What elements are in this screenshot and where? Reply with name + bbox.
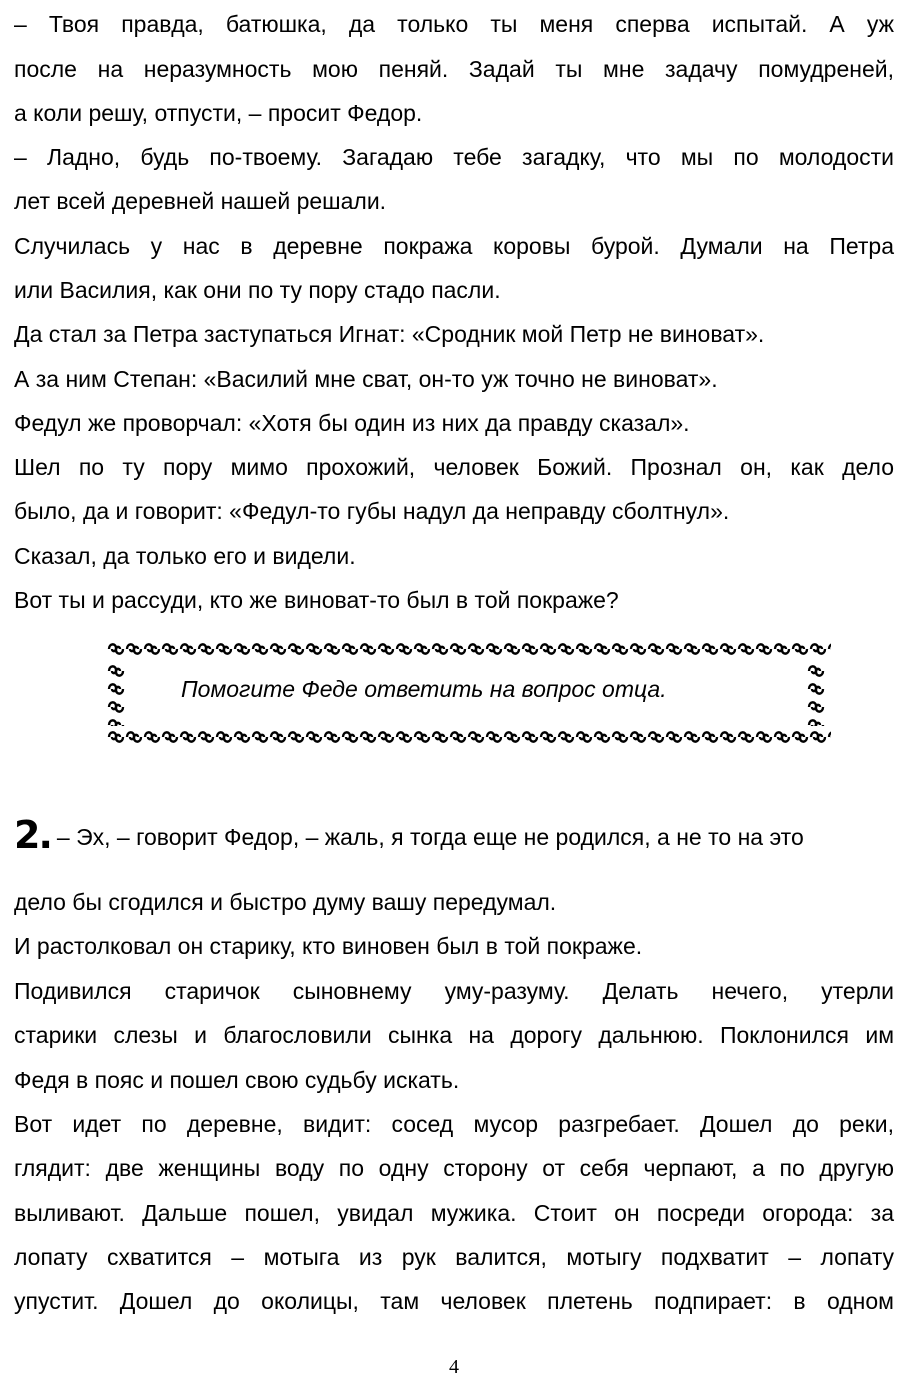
ornament-border-bottom bbox=[107, 728, 831, 746]
text-line: лопату схватится – мотыга из рук валится, мотыгу подхватит – лопату bbox=[14, 1244, 894, 1270]
text-line: Подивился старичок сыновнему уму-разуму. Делать нечего, утерли bbox=[14, 978, 894, 1004]
text-line: Вот идет по деревне, видит: сосед мусор разгребает. Дошел до реки, bbox=[14, 1111, 894, 1137]
text-line: – Эх, – говорит Федор, – жаль, я тогда еще не родился, а не то на это bbox=[56, 824, 804, 850]
text-line: Сказал, да только его и видели. bbox=[14, 543, 356, 569]
text-line: лет всей деревней нашей решали. bbox=[14, 188, 387, 214]
ornament-border-right bbox=[807, 662, 831, 726]
task-number: 2. bbox=[14, 813, 51, 857]
text-line: – Ладно, будь по-твоему. Загадаю тебе загадку, что мы по молодости bbox=[14, 144, 894, 170]
text-line: дело бы сгодился и быстро думу вашу передумал. bbox=[14, 889, 557, 915]
text-line: Федул же проворчал: «Хотя бы один из них да правду сказал». bbox=[14, 410, 690, 436]
task-2-heading-line bbox=[14, 813, 804, 857]
text-line: или Василия, как они по ту пору стадо пасли. bbox=[14, 277, 501, 303]
task-frame bbox=[107, 640, 831, 748]
text-line: И растолковал он старику, кто виновен был в той покраже. bbox=[14, 933, 643, 959]
ornament-border-top bbox=[107, 640, 831, 658]
text-line: после на неразумность мою пеняй. Задай ты мне задачу помудреней, bbox=[14, 56, 894, 82]
task-question: Помогите Феде ответить на вопрос отца. bbox=[181, 676, 667, 702]
text-line: Случилась у нас в деревне покража коровы бурой. Думали на Петра bbox=[14, 233, 894, 259]
text-line: выливают. Дальше пошел, увидал мужика. Стоит он посреди огорода: за bbox=[14, 1200, 894, 1226]
text-line: было, да и говорит: «Федул-то губы надул да неправду сболтнул». bbox=[14, 498, 730, 524]
text-line: упустит. Дошел до околицы, там человек плетень подпирает: в одном bbox=[14, 1288, 894, 1314]
text-line: а коли решу, отпусти, – просит Федор. bbox=[14, 100, 423, 126]
text-line: Федя в пояс и пошел свою судьбу искать. bbox=[14, 1067, 460, 1093]
ornament-border-left bbox=[107, 662, 131, 726]
text-line: Да стал за Петра заступаться Игнат: «Сродник мой Петр не виноват». bbox=[14, 321, 765, 347]
text-line: А за ним Степан: «Василий мне сват, он-то уж точно не виноват». bbox=[14, 366, 718, 392]
text-line: глядит: две женщины воду по одну сторону от себя черпают, а по другую bbox=[14, 1155, 894, 1181]
page-number: 4 bbox=[449, 1356, 459, 1378]
text-line: Шел по ту пору мимо прохожий, человек Божий. Прознал он, как дело bbox=[14, 454, 894, 480]
text-line: старики слезы и благословили сынка на дорогу дальнюю. Поклонился им bbox=[14, 1022, 894, 1048]
text-line: – Твоя правда, батюшка, да только ты меня сперва испытай. А уж bbox=[14, 11, 894, 37]
text-line: Вот ты и рассуди, кто же виноват-то был в той покраже? bbox=[14, 587, 619, 613]
